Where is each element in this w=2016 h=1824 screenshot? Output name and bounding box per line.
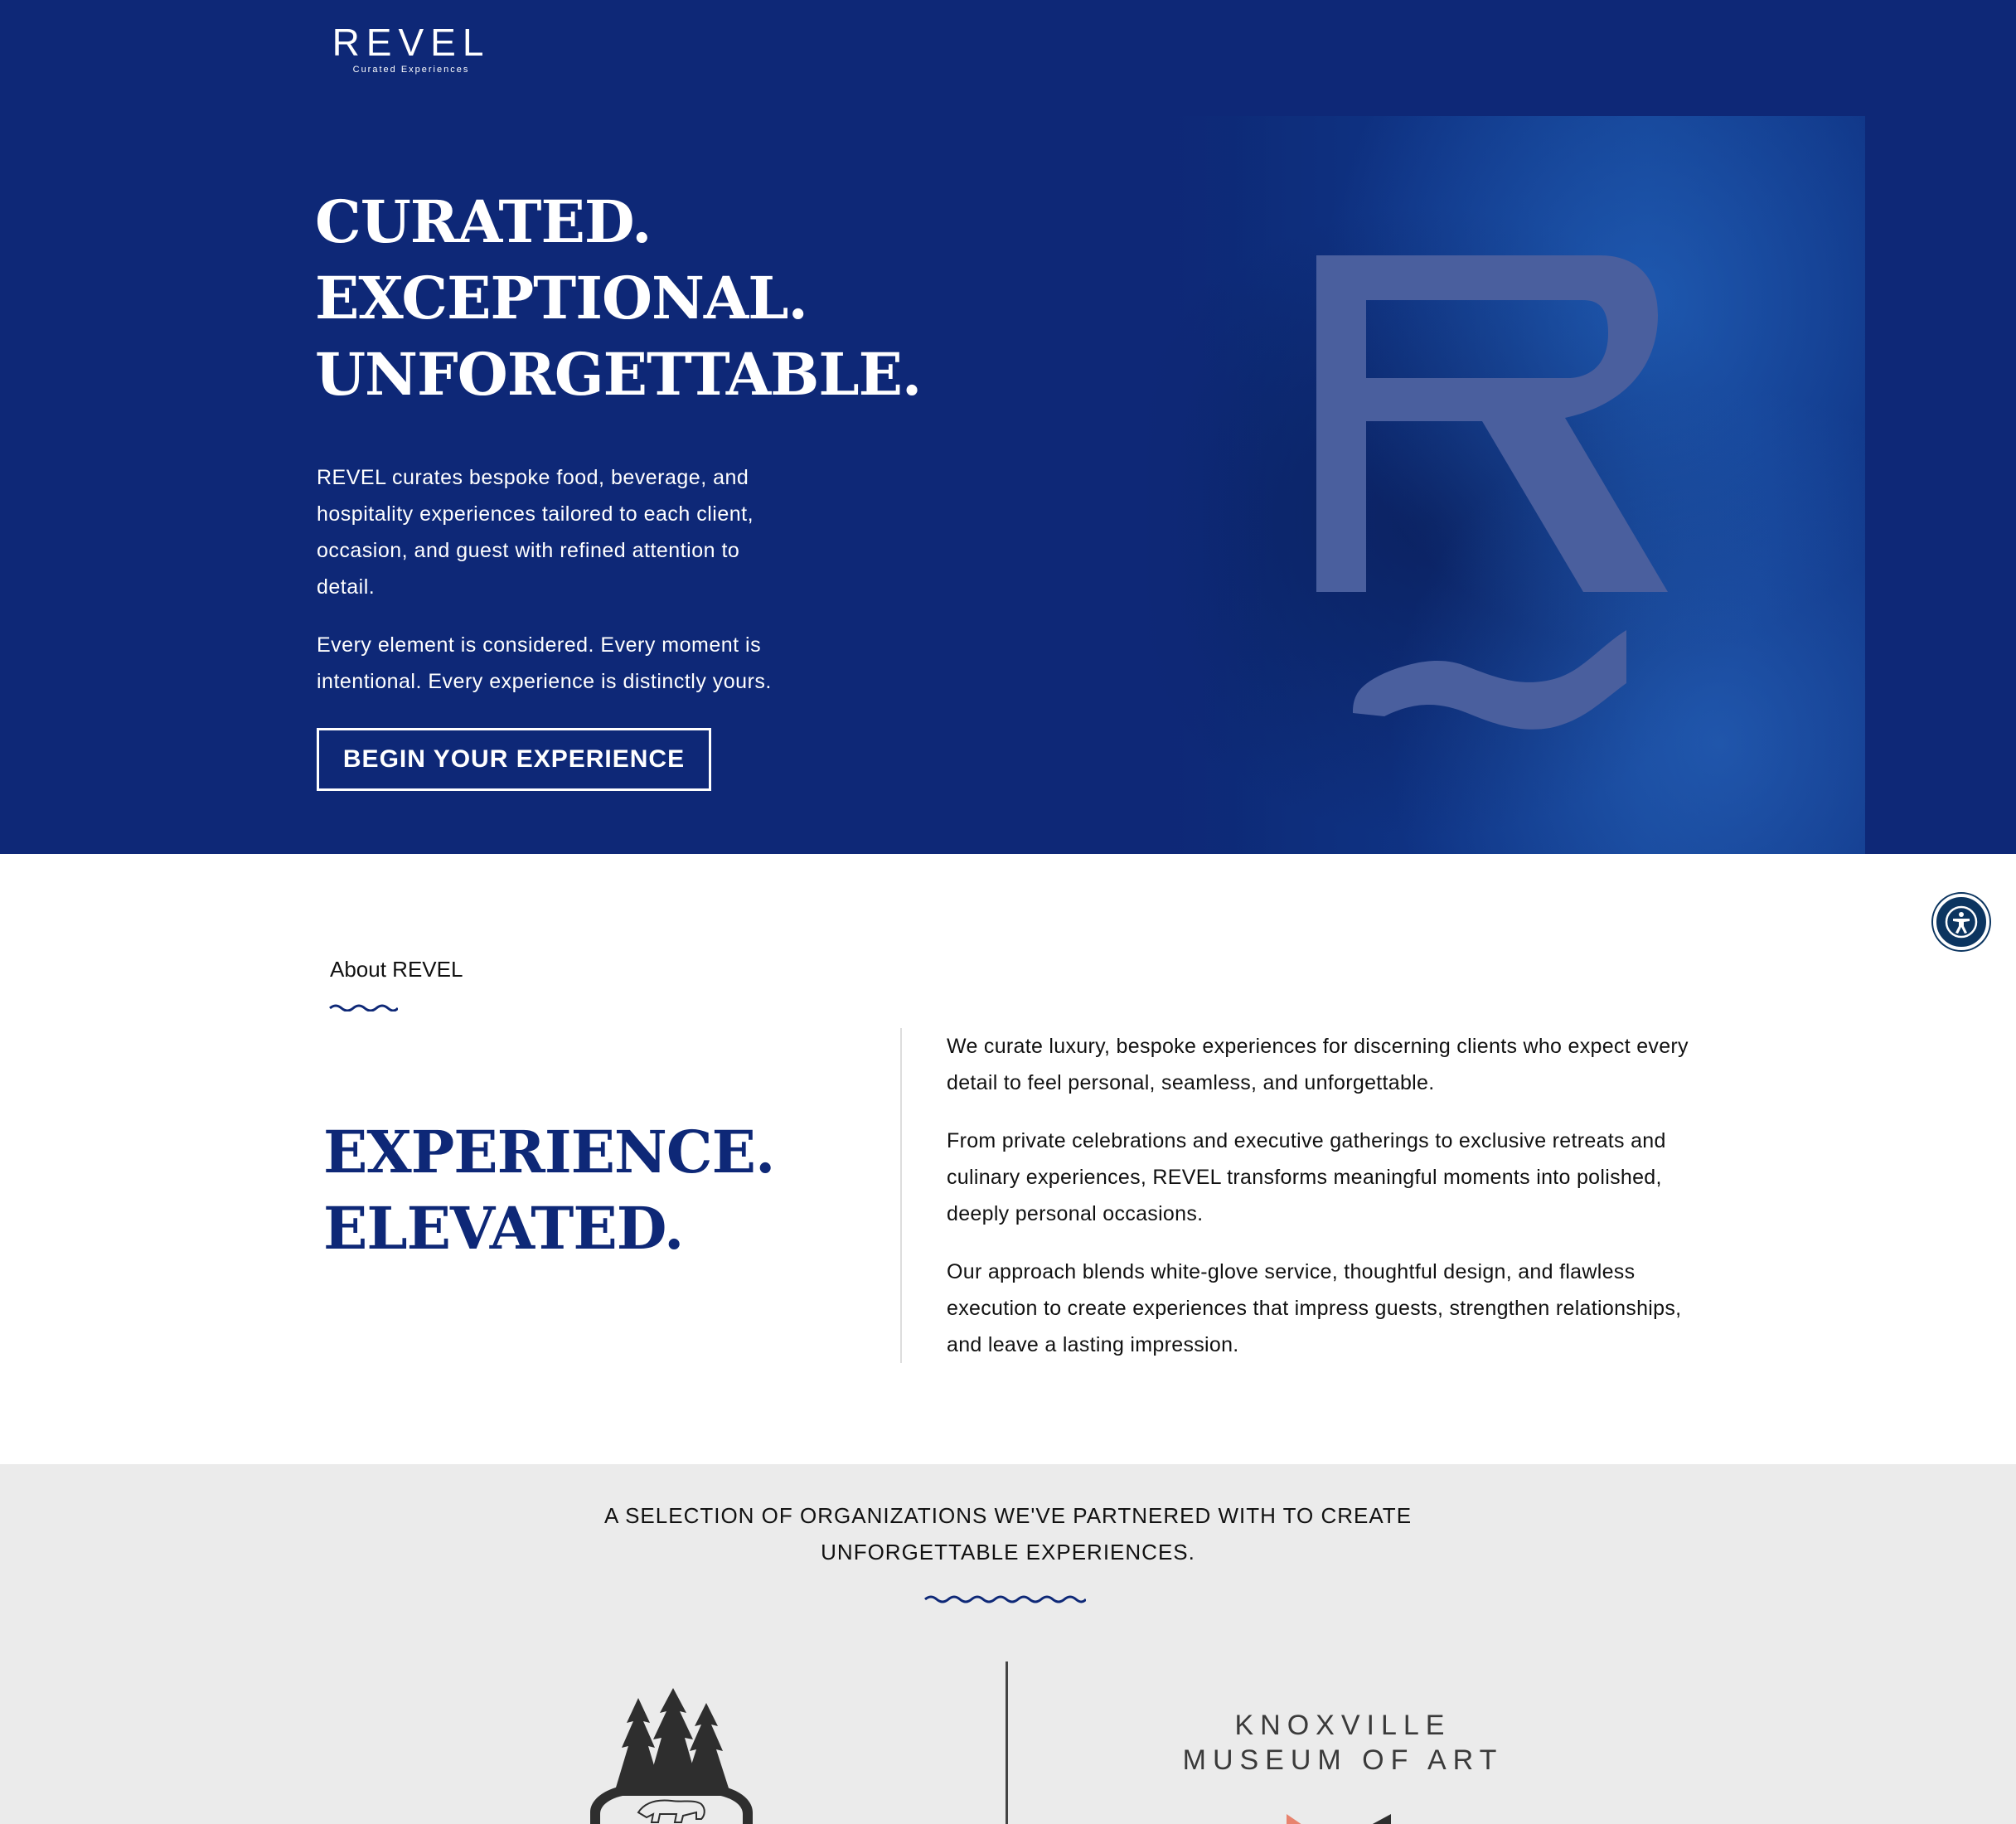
wave-divider-icon (923, 1592, 1086, 1603)
begin-experience-button[interactable]: BEGIN YOUR EXPERIENCE (317, 728, 711, 791)
logo-wordmark: REVEL (332, 21, 491, 64)
about-heading (323, 1114, 774, 1267)
partners-divider (1006, 1661, 1008, 1824)
accessibility-button[interactable] (1933, 894, 1989, 950)
about-heading-line: ELEVATED. (323, 1194, 684, 1263)
hero-title-line: CURATED. (315, 187, 652, 256)
logo-tagline: Curated Experiences (352, 65, 470, 75)
hero-title-line: EXCEPTIONAL. (315, 264, 807, 332)
about-heading-line: EXPERIENCE. (323, 1118, 775, 1186)
kma-logo-line: KNOXVILLE (1234, 1710, 1451, 1741)
about-paragraph: Our approach blends white-glove service, thoughtful design, and flawless execution to create experiences that impress guests, strengthen relationships, and leave a lasting impression. (947, 1260, 1682, 1356)
revel-logo[interactable] (315, 23, 507, 75)
hero-paragraph: REVEL curates bespoke food, beverage, and hospitality experiences tailored to each client, occasion, and guest with refined attention to detail. (317, 466, 754, 599)
kma-mark-logo-icon (1285, 1812, 1401, 1824)
knoxville-museum-logo[interactable] (1144, 1708, 1542, 1778)
partners-title: A SELECTION OF ORGANIZATIONS WE'VE PARTNERED WITH TO CREATE UNFORGETTABLE EXPERIENCES. (603, 1503, 1413, 1564)
trees-bear-logo-icon[interactable] (580, 1688, 763, 1824)
revel-r-monogram-icon (1136, 116, 1865, 854)
hero-title-line: UNFORGETTABLE. (315, 340, 922, 409)
hero-paragraph: Every element is considered. Every moment is intentional. Every experience is distinctly yours. (317, 633, 772, 693)
accessibility-person-icon (1945, 905, 1978, 939)
about-paragraph: From private celebrations and executive gatherings to exclusive retreats and culinary experiences, REVEL transforms meaningful moments into polished, deeply personal occasions. (947, 1129, 1666, 1225)
about-paragraph: We curate luxury, bespoke experiences for discerning clients who expect every detail to feel personal, seamless, and unforgettable. (947, 1035, 1689, 1094)
wave-divider-icon (328, 1002, 398, 1011)
hero-monogram-image (1136, 116, 1865, 854)
kma-logo-line: MUSEUM OF ART (1182, 1744, 1504, 1776)
about-divider (900, 1028, 902, 1363)
partners-section (0, 1464, 2016, 1824)
about-label: About REVEL (330, 957, 463, 982)
hero-title (315, 184, 921, 413)
hero-section (0, 0, 2016, 854)
